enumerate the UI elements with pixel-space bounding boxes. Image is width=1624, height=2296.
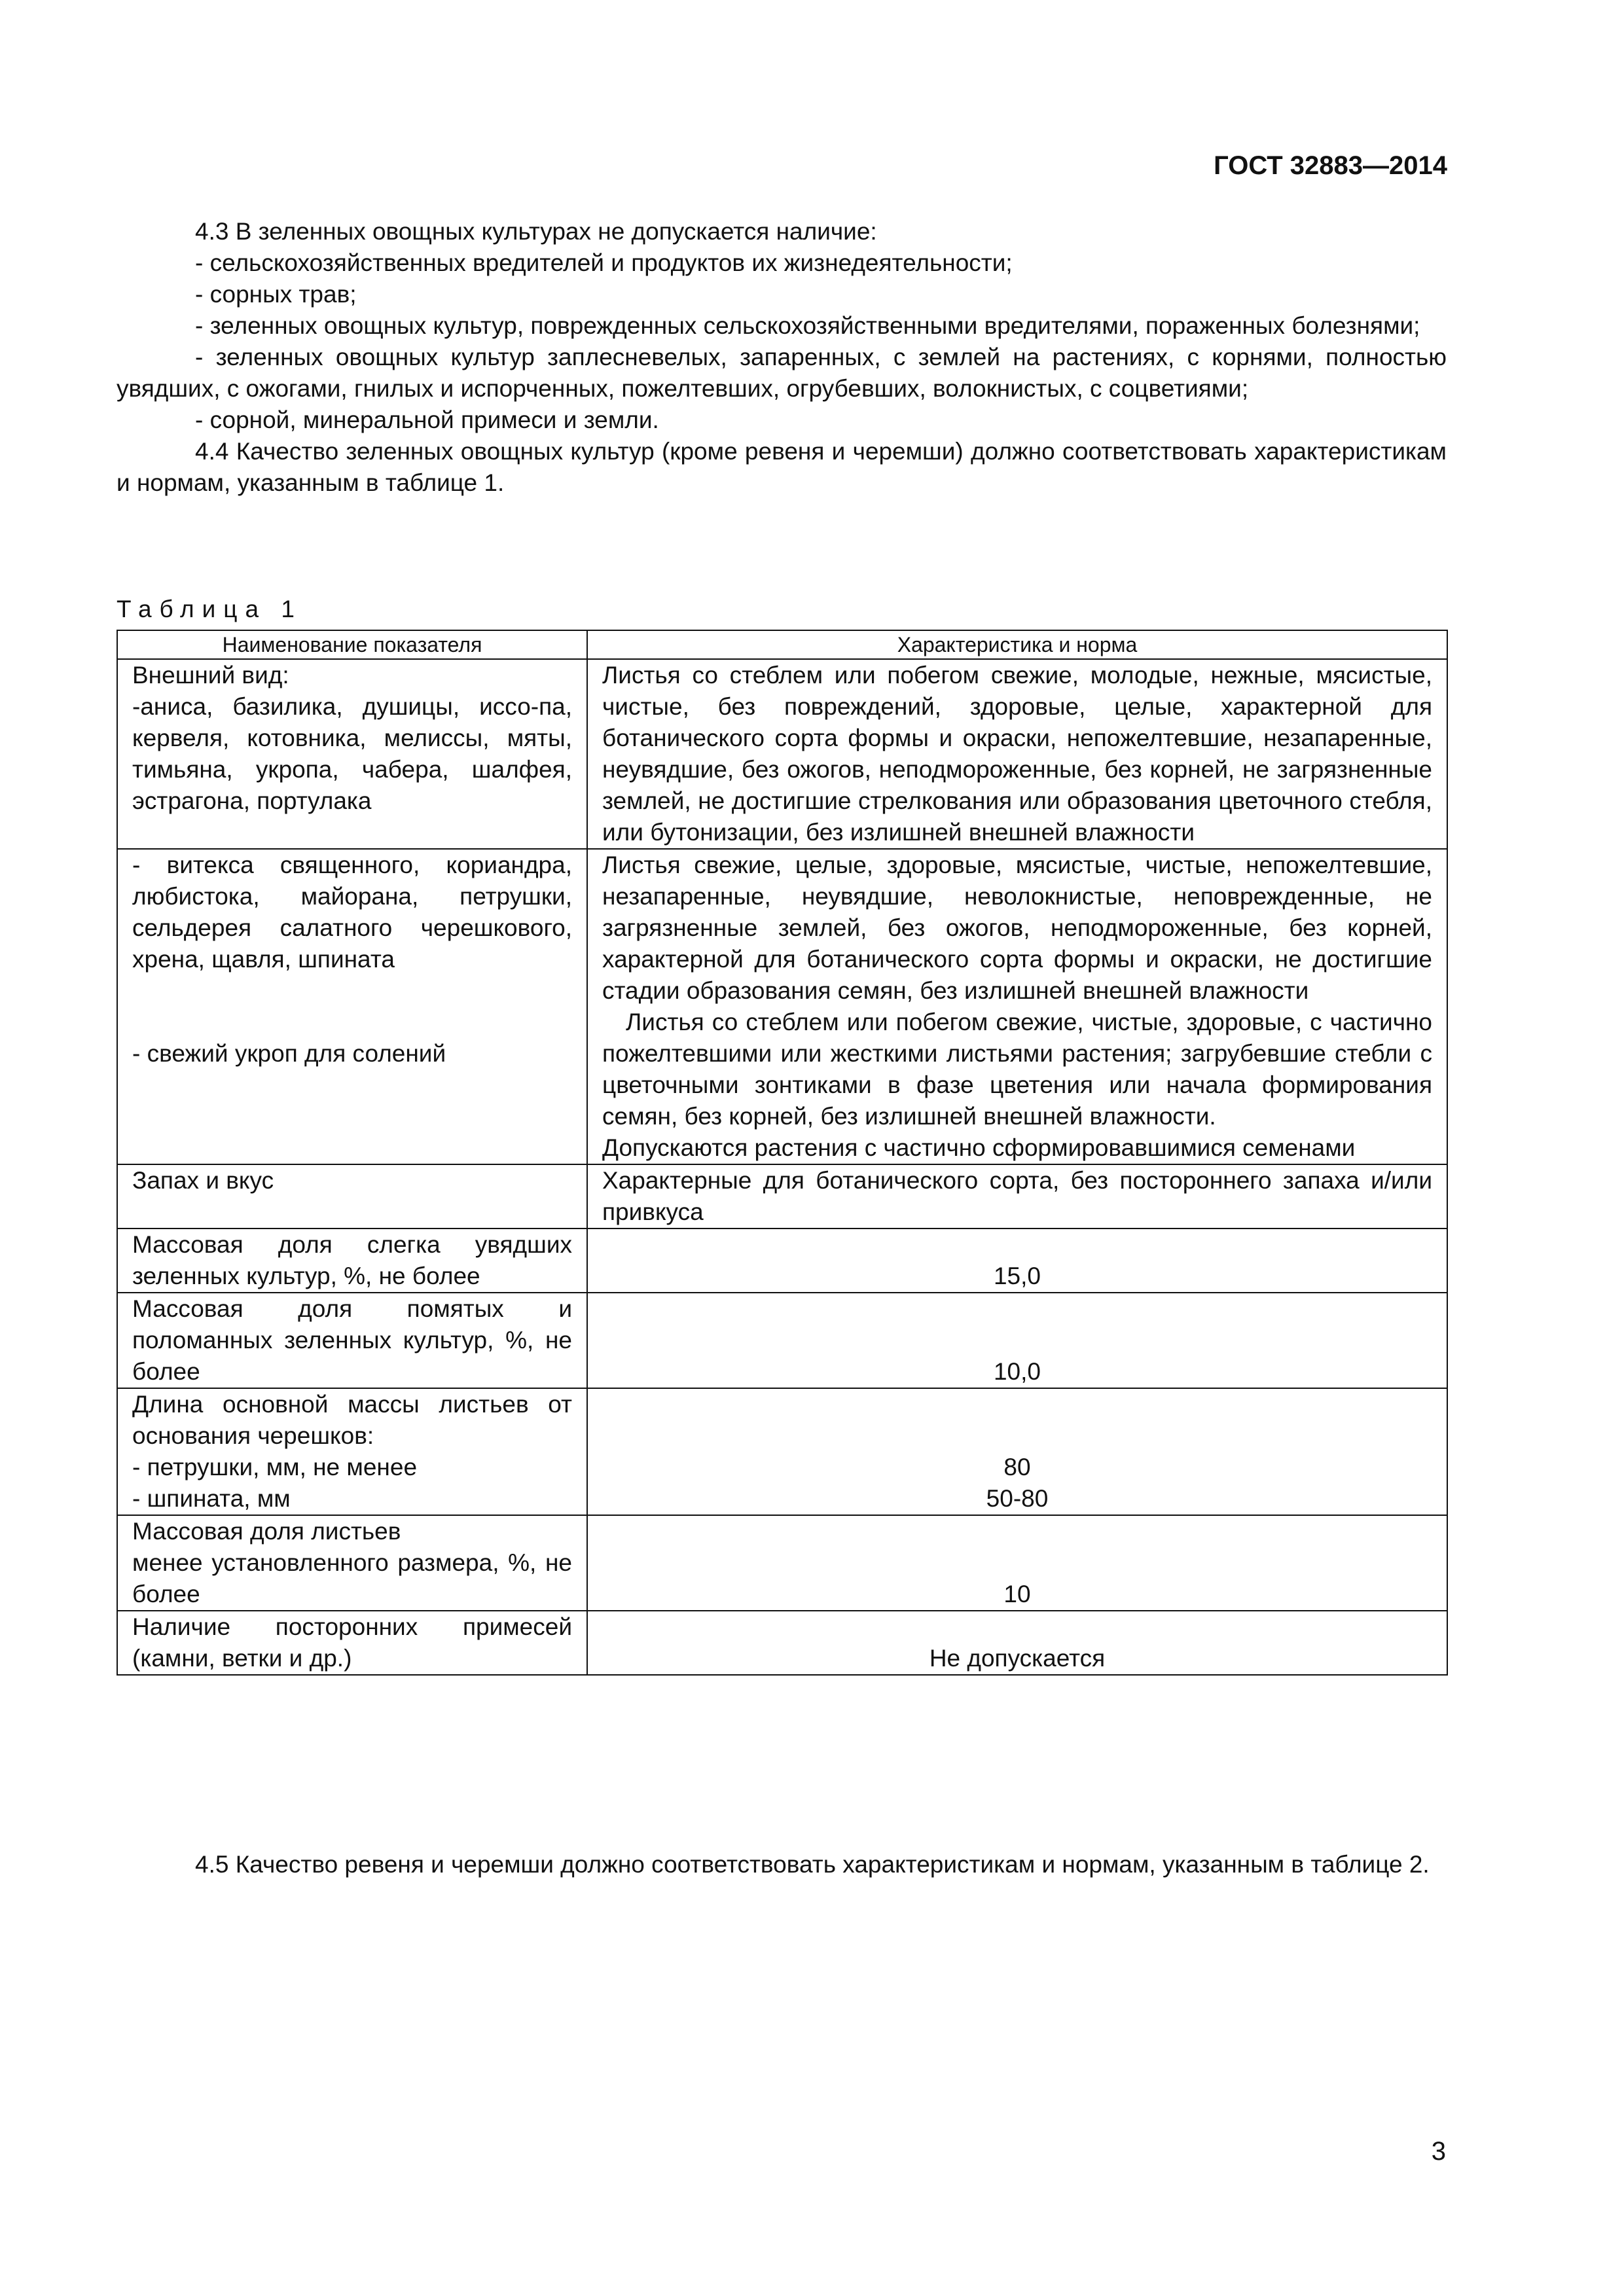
norm-cell bbox=[587, 1229, 1447, 1293]
norm-cell bbox=[587, 1164, 1447, 1229]
indicator-text: менее установленного размера, %, не более bbox=[132, 1549, 572, 1607]
indicator-text: Длина основной массы листьев от основания черешков: bbox=[132, 1391, 572, 1449]
table-row bbox=[117, 849, 1447, 1164]
table-caption: Таблица 1 bbox=[117, 596, 302, 622]
table-row bbox=[117, 1388, 1447, 1515]
list-item: - сорной, минеральной примеси и земли. bbox=[195, 406, 659, 433]
table-row bbox=[117, 1611, 1447, 1675]
norm-cell bbox=[587, 1293, 1447, 1388]
norm-cell bbox=[587, 1515, 1447, 1611]
column-header-indicator: Наименование показателя bbox=[117, 630, 587, 659]
indicator-cell bbox=[117, 1293, 587, 1388]
indicator-text: -аниса, базилика, душицы, иссо-па, кервеля, котовника, мелиссы, мяты, тимьяна, укропа, чабера, шалфея, эстрагона, портулака bbox=[132, 693, 572, 814]
indicator-text: - витекса священного, кориандра, любистока, майорана, петрушки, сельдерея салатного черешкового, хрена, щавля, шпината bbox=[132, 852, 572, 973]
indicator-cell bbox=[117, 1388, 587, 1515]
paragraph-4-3-intro: 4.3 В зеленных овощных культурах не допускается наличие: bbox=[195, 218, 877, 245]
list-item: - сельскохозяйственных вредителей и продуктов их жизнедеятельности; bbox=[195, 249, 1013, 276]
table-row bbox=[117, 1293, 1447, 1388]
norm-value: 15,0 bbox=[993, 1263, 1041, 1289]
standard-code: ГОСТ 32883—2014 bbox=[1214, 151, 1447, 180]
page-number: 3 bbox=[1431, 2137, 1446, 2166]
norm-value: 10 bbox=[1003, 1581, 1031, 1607]
section-4-5 bbox=[117, 1849, 1447, 1880]
norm-text: Листья свежие, целые, здоровые, мясистые, чистые, непожелтевшие, незапаренные, неувядшие, неволокнистые, неповрежденные, не загрязненные землей, без ожогов, неподмороженные, без корней, характерной для ботанического сорта формы и окраски, не достигшие стадии образования семян, без излишней внешней влажности bbox=[602, 852, 1432, 1004]
norm-cell bbox=[587, 1388, 1447, 1515]
norm-cell bbox=[587, 659, 1447, 849]
list-item: - зеленных овощных культур заплесневелых, запаренных, с землей на растениях, с корнями, полностью увядших, с ожогами, гнилых и испорченных, пожелтевших, огрубевших, волокнистых, с соцветиями; bbox=[117, 344, 1447, 402]
table-row bbox=[117, 1229, 1447, 1293]
indicator-text: Массовая доля листьев bbox=[132, 1518, 401, 1545]
indicator-cell bbox=[117, 1164, 587, 1229]
indicator-text: - петрушки, мм, не менее bbox=[132, 1454, 418, 1480]
indicator-cell bbox=[117, 1515, 587, 1611]
indicator-text: - свежий укроп для солений bbox=[132, 1040, 446, 1067]
norm-value: 10,0 bbox=[993, 1358, 1041, 1385]
indicator-text: Массовая доля слегка увядших зеленных культур, %, не более bbox=[132, 1231, 572, 1289]
indicator-cell bbox=[117, 1611, 587, 1675]
norm-text: Листья со стеблем или побегом свежие, молодые, нежные, мясистые, чистые, без повреждений, здоровые, целые, характерной для ботанического сорта формы и окраски, непожелтевшие, незапаренные, неувядшие, без ожогов, неподмороженные, без корней, не загрязненные землей, не достигшие стрелкования или образования цветочного стебля, или бутонизации, без излишней внешней влажности bbox=[602, 662, 1432, 846]
table-row bbox=[117, 1164, 1447, 1229]
table-row bbox=[117, 1515, 1447, 1611]
norm-cell bbox=[587, 1611, 1447, 1675]
indicator-text: Запах и вкус bbox=[132, 1167, 274, 1194]
table-header-row bbox=[117, 630, 1447, 659]
section-4-3-4-4 bbox=[117, 216, 1447, 499]
paragraph-4-4: 4.4 Качество зеленных овощных культур (кроме ревеня и черемши) должно соответствовать характеристикам и нормам, указанным в таблице 1. bbox=[117, 438, 1447, 496]
norm-text: Листья со стеблем или побегом свежие, чистые, здоровые, с частично пожелтевшими или жесткими листьями растения; загрубевшие стебли с цветочными зонтиками в фазе цветения или начала формирования семян, без корней, без излишней внешней влажности. bbox=[602, 1009, 1432, 1130]
indicator-cell bbox=[117, 659, 587, 849]
norm-text: Допускаются растения с частично сформировавшимися семенами bbox=[602, 1134, 1356, 1161]
indicator-text: Внешний вид: bbox=[132, 662, 289, 689]
indicator-cell bbox=[117, 1229, 587, 1293]
list-item: - сорных трав; bbox=[195, 281, 357, 308]
indicator-text: Массовая доля помятых и поломанных зеленных культур, %, не более bbox=[132, 1295, 572, 1385]
norm-cell bbox=[587, 849, 1447, 1164]
indicator-text: Наличие посторонних примесей (камни, ветки и др.) bbox=[132, 1613, 572, 1672]
table-row bbox=[117, 659, 1447, 849]
norm-value: 50-80 bbox=[986, 1485, 1049, 1512]
paragraph-4-5: 4.5 Качество ревеня и черемши должно соответствовать характеристикам и нормам, указанным в таблице 2. bbox=[195, 1851, 1430, 1878]
indicator-text: - шпината, мм bbox=[132, 1485, 291, 1512]
characteristics-table bbox=[117, 630, 1448, 1676]
column-header-norm: Характеристика и норма bbox=[587, 630, 1447, 659]
norm-value: Не допускается bbox=[929, 1645, 1106, 1672]
norm-text: Характерные для ботанического сорта, без постороннего запаха и/или привкуса bbox=[602, 1167, 1432, 1225]
indicator-cell bbox=[117, 849, 587, 1164]
list-item: - зеленных овощных культур, поврежденных сельскохозяйственными вредителями, пораженных болезнями; bbox=[195, 312, 1420, 339]
norm-value: 80 bbox=[1003, 1454, 1031, 1480]
